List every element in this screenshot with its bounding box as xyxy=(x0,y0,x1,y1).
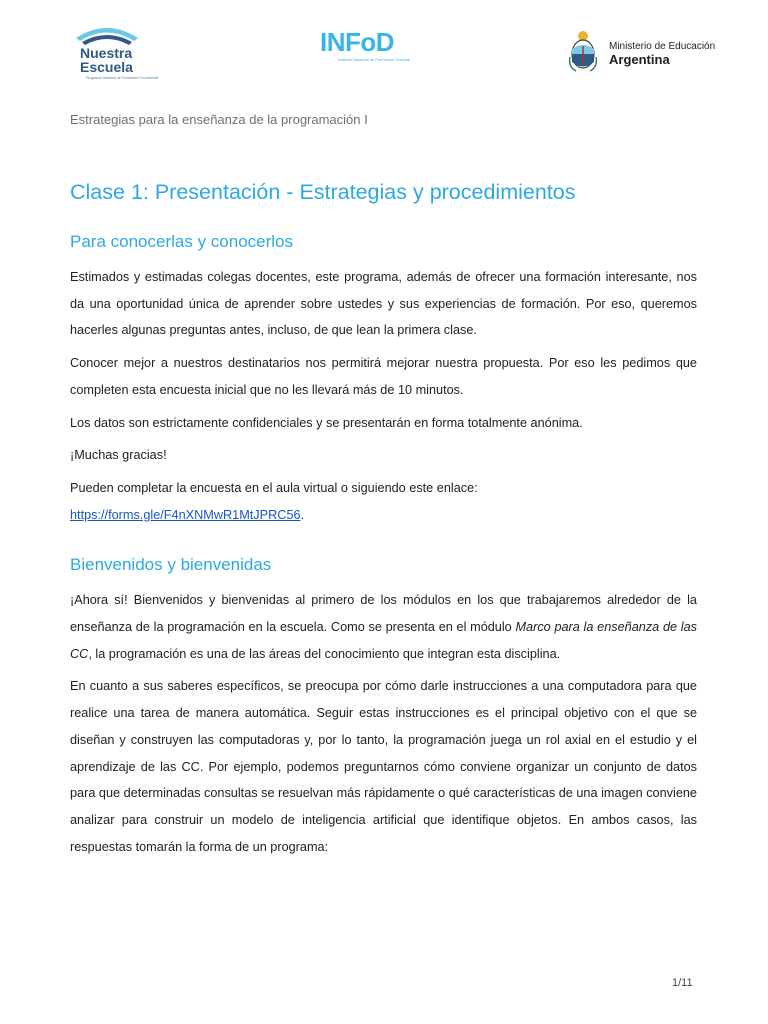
infod-wordmark: INFoD xyxy=(320,27,395,57)
link-suffix: . xyxy=(300,507,305,522)
nuestra-escuela-tagline: Programa Nacional de Formación Permanente xyxy=(86,76,159,80)
paragraph xyxy=(70,475,697,528)
ministerio-name: Ministerio de Educación xyxy=(609,41,716,52)
page-header xyxy=(0,0,768,90)
paragraph: ¡Muchas gracias! xyxy=(70,448,167,463)
nuestra-escuela-logo xyxy=(68,14,178,84)
nuestra-escuela-arc-icon xyxy=(74,18,140,46)
section-heading-bienvenidos: Bienvenidos y bienvenidas xyxy=(70,555,272,575)
infod-tagline: Instituto Nacional de Formación Docente xyxy=(338,57,411,62)
module-title-italic: Marco para la enseñanza de las CC xyxy=(70,620,697,661)
paragraph: Los datos son estrictamente confidenciales y se presentarán en forma totalmente anónima. xyxy=(70,415,583,430)
survey-link[interactable]: https://forms.gle/F4nXNMwR1MtJPRC56 xyxy=(70,507,301,522)
paragraph: En cuanto a sus saberes específicos, se preocupa por cómo darle instrucciones a una computadora para que realice una tarea de manera automática. Seguir estas instrucciones es el principal objetivo con el que se diseñan y construyen las computadoras y, por lo tanto, la programación juega un rol axial en el estudio y el aprendizaje de las CC. Por ejemplo, podemos preguntarnos cómo conviene organizar un conjunto de datos para que determinadas consultas se resuelvan más rápidamente o qué características de una imagen conviene analizar para construir un modelo de inteligencia artificial que identifique objetos. En ambos casos, las respuestas tomarán la forma de un programa: xyxy=(70,679,697,854)
section-heading-conocerlas: Para conocerlas y conocerlos xyxy=(70,232,294,251)
nuestra-escuela-wordmark: Nuestra Escuela xyxy=(80,45,133,75)
paragraph: Estimados y estimadas colegas docentes, este programa, además de ofrecer una formación interesante, nos da una oportunidad única de aprender sobre ustedes y sus experiencias de formación. Por eso, queremos hacerles algunas preguntas antes, incluso, de que lean la primera clase. xyxy=(70,270,697,338)
ministerio-country: Argentina xyxy=(609,52,670,67)
national-seal-icon xyxy=(568,27,598,73)
page-title: Clase 1: Presentación - Estrategias y procedimientos xyxy=(70,180,576,204)
paragraph-text: ¡Ahora sí! Bienvenidos y bienvenidas al primero de los módulos en los que trabajaremos alrededor de la enseñanza de la programación en la escuela. Como se presenta en el módulo xyxy=(70,593,697,635)
document-body xyxy=(70,172,697,866)
infod-logo xyxy=(320,28,450,68)
paragraph: Conocer mejor a nuestros destinatarios nos permitirá mejorar nuestra propuesta. Por eso les pedimos que completen esta encuesta inicial que no les llevará más de 10 minutos. xyxy=(70,356,697,397)
running-title: Estrategias para la enseñanza de la programación I xyxy=(70,112,368,127)
paragraph-text: , la programación es una de las áreas del conocimiento que integran esta disciplina. xyxy=(88,646,561,661)
paragraph xyxy=(70,587,697,667)
page-number: 1/11 xyxy=(672,977,693,989)
survey-instruction: Pueden completar la encuesta en el aula virtual o siguiendo este enlace: xyxy=(70,480,478,495)
ministerio-logo xyxy=(568,27,728,77)
